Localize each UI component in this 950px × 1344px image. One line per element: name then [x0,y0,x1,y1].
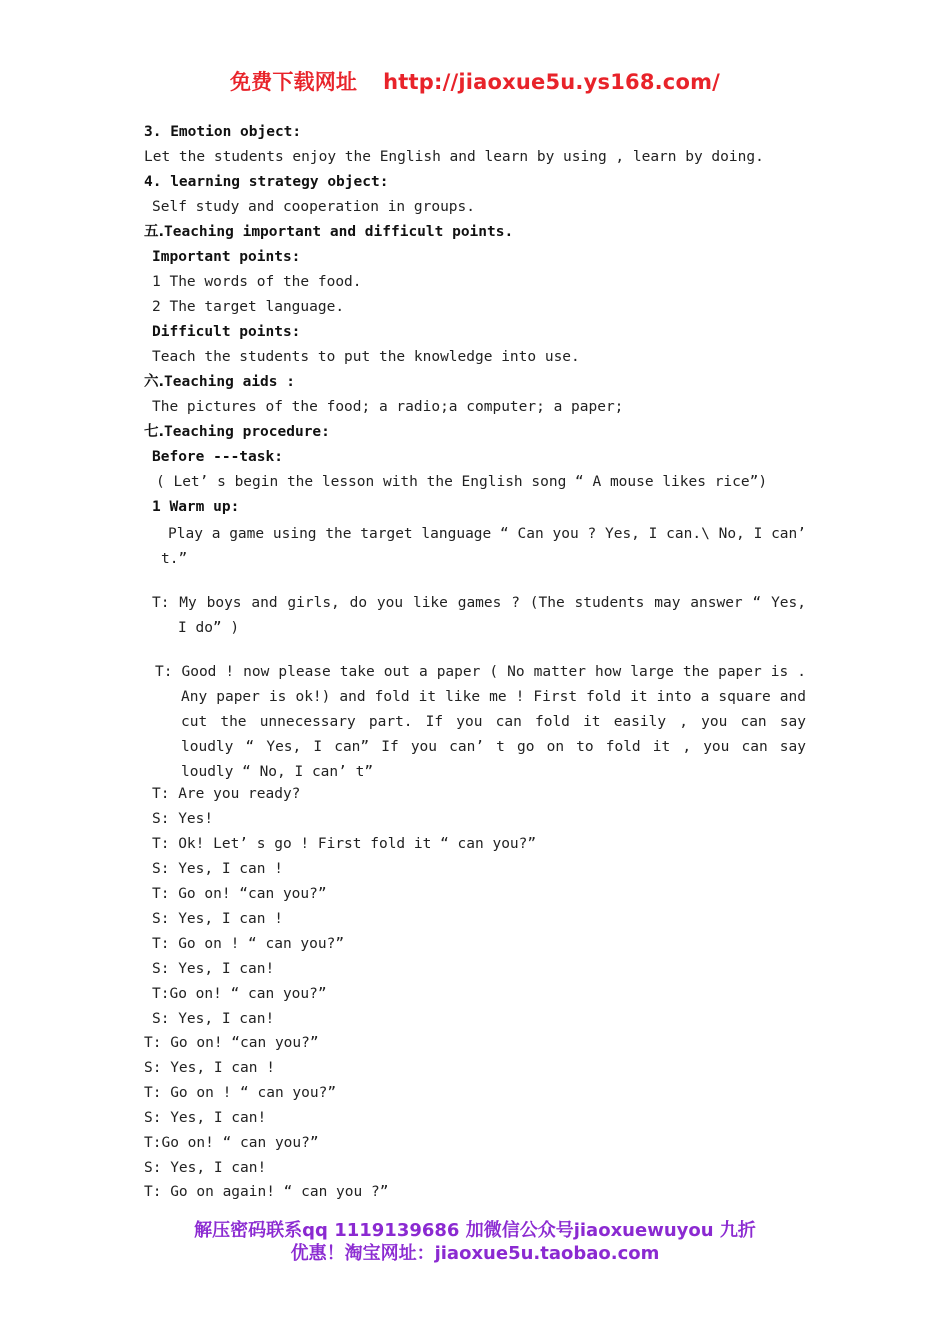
text-line: Teach the students to put the knowledge into use. [152,349,580,365]
dialogue-line: S: Yes, I can ! [152,911,283,927]
text-line: Let the students enjoy the English and learn by using , learn by doing. [144,149,764,165]
footer-line-2: 优惠！淘宝网址：jiaoxue5u.taobao.com [290,1243,660,1264]
subheading: Difficult points: [152,324,301,340]
text-line: Self study and cooperation in groups. [152,199,476,215]
footer-line-1: 解压密码联系qq 1119139686 加微信公众号jiaoxuewuyou 九折 [194,1220,756,1241]
text-line: The pictures of the food; a radio;a computer; a paper; [152,399,624,415]
dialogue-line: S: Yes, I can! [144,1110,267,1126]
dialogue-line: S: Yes, I can! [152,961,275,977]
dialogue-line: T: Go on ! “ can you?” [152,936,345,952]
dialogue-line: T: Ok! Let’ s go ! First fold it “ can you?” [152,836,537,852]
header-url-link[interactable]: http://jiaoxue5u.ys168.com/ [383,70,721,94]
section-heading: 五.Teaching important and difficult points. [144,224,514,240]
text-line: 2 The target language. [152,299,345,315]
section-heading: 七.Teaching procedure: [144,424,330,440]
dialogue-line: T:Go on! “ can you?” [152,986,327,1002]
text-line: ( Let’ s begin the lesson with the English song “ A mouse likes rice”) [156,474,768,490]
paragraph: T: My boys and girls, do you like games ? (The students may answer “ Yes, I do” ) [152,595,806,636]
dialogue-line: T: Go on ! “ can you?” [144,1085,337,1101]
dialogue-line: T: Go on! “can you?” [144,1035,319,1051]
paragraph: Play a game using the target language “ Can you ? Yes, I can.\ No, I can’ t.” [161,526,806,567]
dialogue-line: T: Are you ready? [152,786,301,802]
section-heading: 3. Emotion object: [144,124,302,140]
dialogue-line: S: Yes, I can! [144,1160,267,1176]
dialogue-line: S: Yes! [152,811,214,827]
section-heading: 六.Teaching aids : [144,374,295,390]
dialogue-line: T:Go on! “ can you?” [144,1135,319,1151]
subheading: Before ---task: [152,449,283,465]
dialogue-line: S: Yes, I can! [152,1011,275,1027]
dialogue-line: T: Go on again! “ can you ?” [144,1184,389,1200]
dialogue-line: S: Yes, I can ! [144,1060,275,1076]
dialogue-line: S: Yes, I can ! [152,861,283,877]
subheading: 1 Warm up: [152,499,240,515]
dialogue-line: T: Go on! “can you?” [152,886,327,902]
text-line: 1 The words of the food. [152,274,362,290]
page-header [0,66,950,96]
subheading: Important points: [152,249,301,265]
section-heading: 4. learning strategy object: [144,174,389,190]
header-label: 免费下载网址 [229,70,358,94]
paragraph: T: Good ! now please take out a paper ( No matter how large the paper is . Any paper is ok!) and fold it like me ! First fold it into a square and cut the unnecessary part. If you can fold it easily , you can say loudly “ Yes, I can” If you can’ t go on to fold it , you can say loudly “ No, I can’ t” [155,664,806,780]
